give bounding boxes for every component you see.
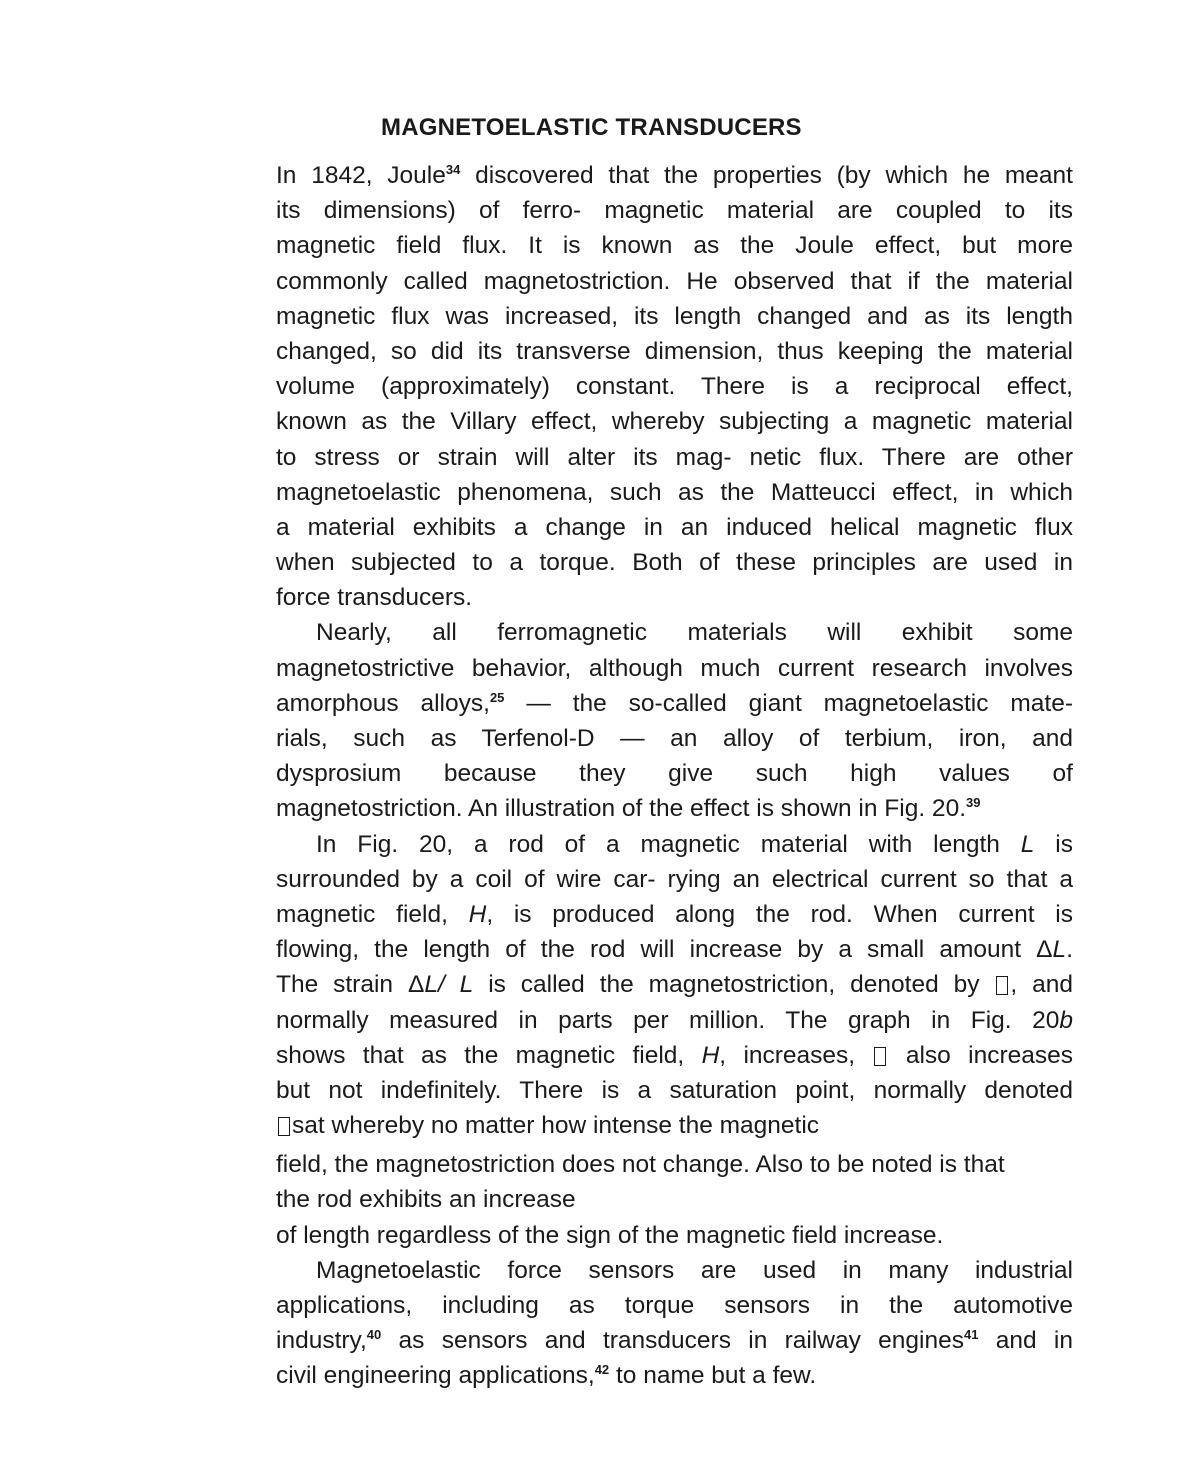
text-line: its dimensions) of ferro- magnetic material are coupled to its [276, 197, 1073, 225]
variable-H: H [701, 1041, 720, 1069]
text-line: shows that as the magnetic field, H, increases, also increases [276, 1041, 1074, 1069]
variable-L: L [1020, 830, 1035, 858]
text-line: In 1842, Joule$^{34}$ discovered that the properties (by which he meant [276, 162, 1073, 189]
text-line: In Fig. 20, a rod of a magnetic material with length L is [316, 830, 1073, 858]
text-line: volume (approximately) constant. There is a reciprocal effect, [276, 373, 1073, 401]
text-line: known as the Villary effect, whereby subjecting a magnetic material [276, 408, 1073, 436]
citation-superscript: 34 [445, 162, 461, 177]
citation-superscript: 25 [489, 689, 505, 705]
text-line: The strain ΔL/ L is called the magnetostriction, denoted by , and [276, 971, 1073, 999]
missing-glyph-icon [996, 976, 1008, 995]
text-line: applications, including as torque sensors in the automotive [276, 1292, 1073, 1319]
text-line: industry,$^{40}$ as sensors and transducers in railway engines$^{41}$ and in [276, 1327, 1074, 1355]
paragraph-2 [276, 615, 1073, 826]
text-line: normally measured in parts per million. The graph in Fig. 20b [276, 1006, 1073, 1034]
text-line: but not indefinitely. There is a saturation point, normally denoted [276, 1076, 1073, 1104]
text-line: the rod exhibits an increase [276, 1186, 576, 1214]
text-line: magnetoelastic phenomena, such as the Matteucci effect, in which [276, 478, 1073, 506]
citation-superscript: 40 [366, 1327, 382, 1343]
paragraph-4 [276, 1253, 1073, 1394]
variable-strain: L/ L [424, 971, 474, 999]
variable-b: b [1059, 1006, 1073, 1034]
text-line: commonly called magnetostriction. He observed that if the material [276, 267, 1073, 295]
citation-superscript: 42 [594, 1362, 610, 1378]
text-line: Magnetoelastic force sensors are used in many industrial [316, 1256, 1073, 1284]
text-line: rials, such as Terfenol-D — an alloy of terbium, iron, and [276, 725, 1073, 752]
text-line: amorphous alloys,$^{25}$ — the so-called giant magnetoelastic mate- [276, 689, 1073, 717]
text-line: when subjected to a torque. Both of these principles are used in [276, 549, 1073, 577]
text-line: field, the magnetostriction does not change. Also to be noted is that [276, 1151, 1005, 1179]
citation-superscript: 41 [964, 1327, 979, 1343]
text-line: magnetostrictive behavior, although much current research involves [276, 654, 1073, 682]
text-line: magnetic field, H, is produced along the rod. When current is [276, 900, 1073, 928]
page-title: MAGNETOELASTIC TRANSDUCERS [381, 114, 802, 141]
variable-L: L [1052, 936, 1067, 964]
text-line: force transducers. [276, 584, 473, 612]
citation-superscript: 39 [966, 795, 981, 811]
text-line: dysprosium because they give such high values of [276, 760, 1073, 788]
text-line: civil engineering applications,$^{42}$ to name but a few. [276, 1362, 817, 1390]
body-text [276, 158, 1073, 1394]
text-line: sat whereby no matter how intense the magnetic [276, 1108, 1073, 1143]
missing-glyph-icon [278, 1117, 290, 1136]
text-line: magnetic flux was increased, its length changed and as its length [276, 302, 1073, 330]
text-line: to stress or strain will alter its mag- netic flux. There are other [276, 443, 1073, 471]
variable-H: H [468, 900, 487, 928]
paragraph-3 [276, 827, 1073, 1253]
text-line: of length regardless of the sign of the magnetic field increase. [276, 1221, 944, 1249]
text-line: changed, so did its transverse dimension, thus keeping the material [276, 337, 1073, 365]
text-line: magnetostriction. An illustration of the effect is shown in Fig. 20.39 [276, 795, 981, 823]
text-line: flowing, the length of the rod will increase by a small amount ΔL. [276, 936, 1073, 964]
text-line: a material exhibits a change in an induced helical magnetic flux [276, 513, 1073, 541]
text-line: Nearly, all ferromagnetic materials will exhibit some [316, 619, 1073, 647]
text-line: surrounded by a coil of wire car- rying an electrical current so that a [276, 865, 1073, 893]
text-line: magnetic field flux. It is known as the Joule effect, but more [276, 232, 1073, 260]
paragraph-1 [276, 158, 1073, 615]
missing-glyph-icon [874, 1047, 886, 1066]
